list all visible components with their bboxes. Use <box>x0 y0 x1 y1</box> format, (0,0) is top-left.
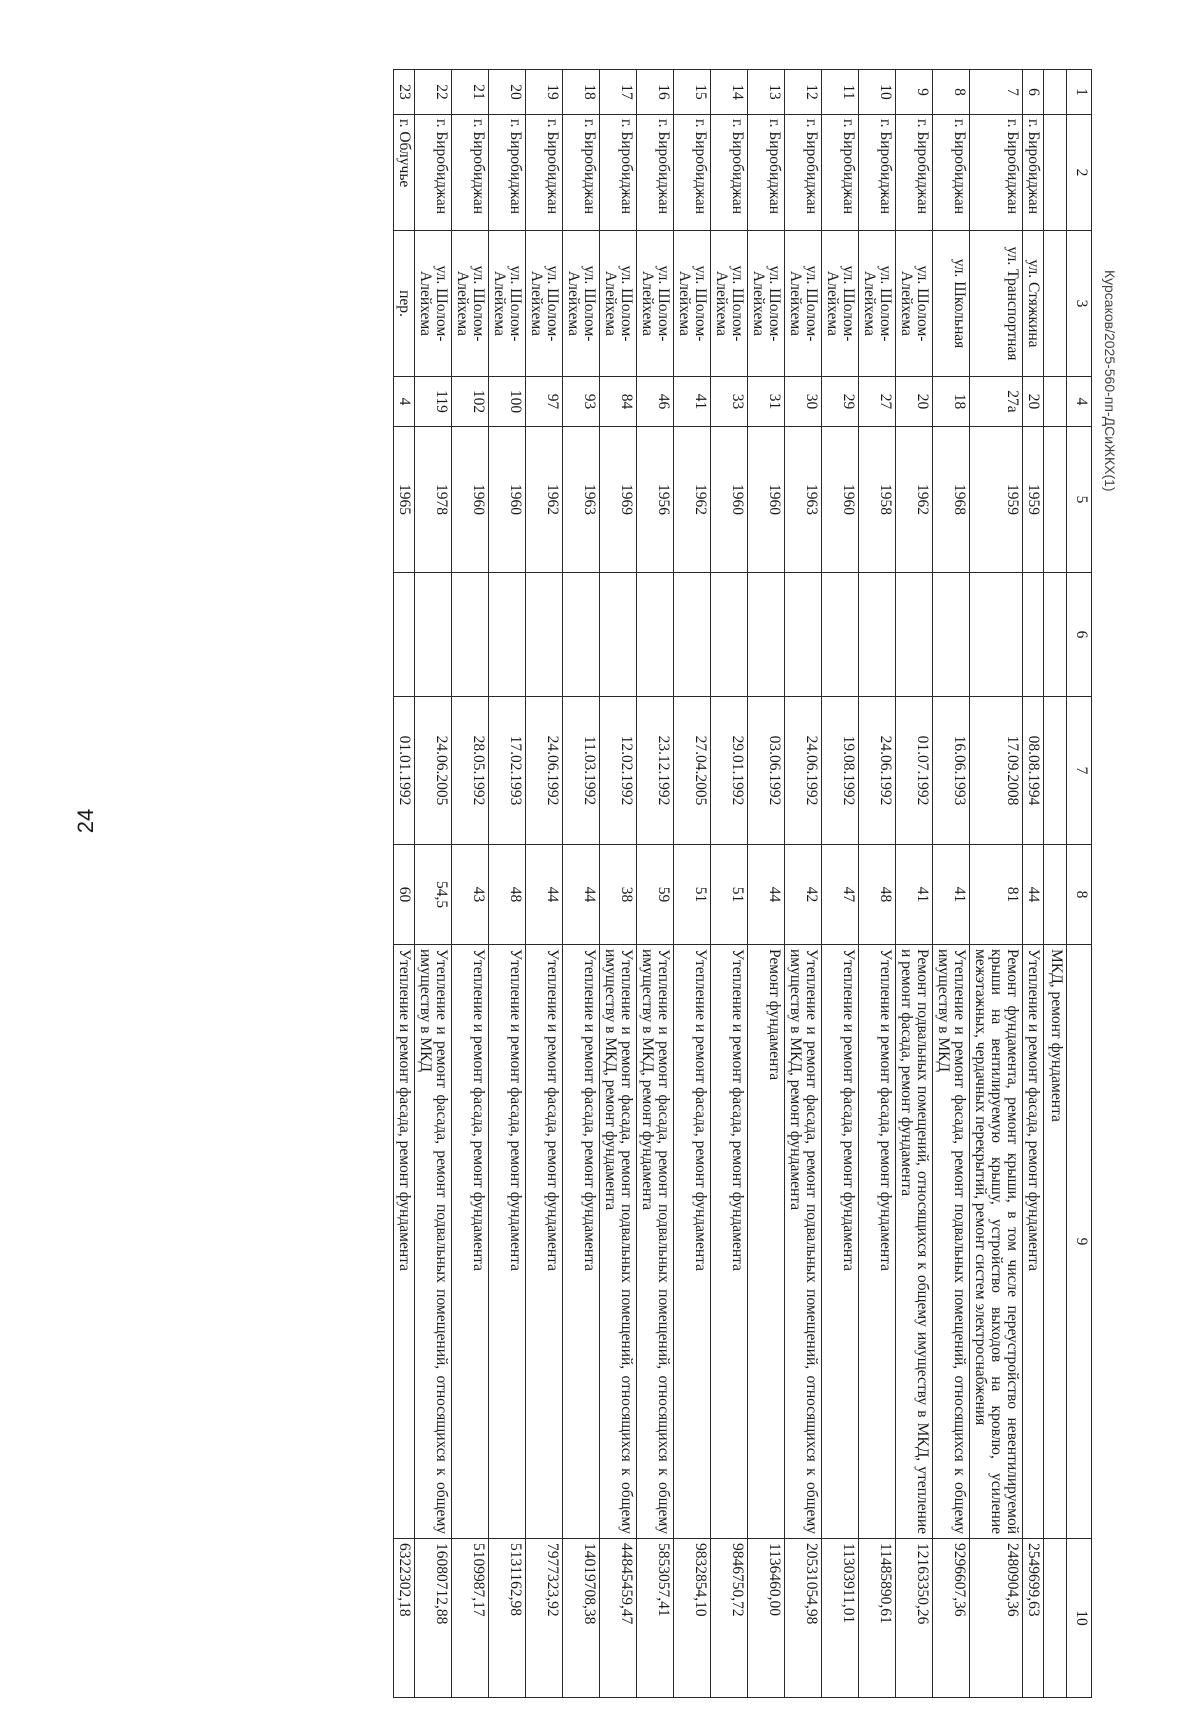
house-number-cell: 100 <box>489 377 526 427</box>
city-cell: г. Биробиджан <box>526 115 563 231</box>
date-cell: 23.12.1992 <box>637 697 674 845</box>
date-cell: 01.07.1992 <box>896 697 933 845</box>
row-number: 14 <box>711 70 748 115</box>
row-number: 18 <box>563 70 600 115</box>
works-description-cell: Утепление и ремонт фасада, ремонт подвальных помещений, относящихся к общему имуществу в МКД, ремонт фундамента <box>600 945 637 1539</box>
continuation-row <box>1044 70 1067 1698</box>
build-year-cell: 1958 <box>859 427 896 573</box>
column-6-cell <box>711 573 748 697</box>
street-cell: ул. Шолом-Алейхема <box>600 231 637 377</box>
date-cell: 27.04.2005 <box>674 697 711 845</box>
works-description-cell: Утепление и ремонт фасада, ремонт фундамента <box>1023 945 1044 1539</box>
works-description-cell: Утепление и ремонт фасада, ремонт фундамента <box>452 945 489 1539</box>
column-header: 5 <box>1067 427 1092 573</box>
column-header: 3 <box>1067 231 1092 377</box>
city-cell: г. Биробиджан <box>933 115 970 231</box>
table-row <box>563 70 600 1698</box>
wear-percent-cell: 44 <box>748 845 785 945</box>
table-row <box>600 70 637 1698</box>
build-year-cell: 1962 <box>526 427 563 573</box>
row-number: 19 <box>526 70 563 115</box>
cost-cell: 2549699,63 <box>1023 1539 1044 1698</box>
column-header: 9 <box>1067 945 1092 1539</box>
wear-percent-cell: 48 <box>489 845 526 945</box>
row-number: 6 <box>1023 70 1044 115</box>
row-number: 15 <box>674 70 711 115</box>
cost-cell: 9296607,36 <box>933 1539 970 1698</box>
build-year-cell: 1965 <box>394 427 415 573</box>
city-cell: г. Биробиджан <box>452 115 489 231</box>
cost-cell: 11485890,61 <box>859 1539 896 1698</box>
works-description-cell: Утепление и ремонт фасада, ремонт фундамента <box>489 945 526 1539</box>
street-cell: ул. Шолом-Алейхема <box>748 231 785 377</box>
city-cell: г. Биробиджан <box>489 115 526 231</box>
wear-percent-cell: 38 <box>600 845 637 945</box>
cost-cell: 16080712,88 <box>415 1539 452 1698</box>
column-header: 7 <box>1067 697 1092 845</box>
date-cell: 17.02.1993 <box>489 697 526 845</box>
house-number-cell: 41 <box>674 377 711 427</box>
date-cell: 03.06.1992 <box>748 697 785 845</box>
wear-percent-cell: 44 <box>526 845 563 945</box>
wear-percent-cell: 47 <box>822 845 859 945</box>
wear-percent-cell: 43 <box>452 845 489 945</box>
column-6-cell <box>637 573 674 697</box>
build-year-cell: 1960 <box>822 427 859 573</box>
street-cell: ул. Стяжкина <box>1023 231 1044 377</box>
table-row <box>674 70 711 1698</box>
street-cell: ул. Школьная <box>933 231 970 377</box>
row-number: 8 <box>933 70 970 115</box>
column-6-cell <box>896 573 933 697</box>
house-number-cell: 93 <box>563 377 600 427</box>
column-number-row <box>1067 70 1092 1698</box>
continuation-text: МКД, ремонт фундамента <box>1044 945 1067 1539</box>
city-cell: г. Биробиджан <box>896 115 933 231</box>
wear-percent-cell: 48 <box>859 845 896 945</box>
build-year-cell: 1978 <box>415 427 452 573</box>
table-row <box>452 70 489 1698</box>
city-cell: г. Биробиджан <box>1023 115 1044 231</box>
date-cell: 29.01.1992 <box>711 697 748 845</box>
build-year-cell: 1963 <box>785 427 822 573</box>
works-description-cell: Утепление и ремонт фасада, ремонт фундамента <box>859 945 896 1539</box>
cost-cell: 6322302,18 <box>394 1539 415 1698</box>
cost-cell: 11303911,01 <box>822 1539 859 1698</box>
wear-percent-cell: 60 <box>394 845 415 945</box>
wear-percent-cell: 51 <box>711 845 748 945</box>
column-6-cell <box>674 573 711 697</box>
build-year-cell: 1959 <box>970 427 1023 573</box>
table-row <box>896 70 933 1698</box>
house-number-cell: 119 <box>415 377 452 427</box>
date-cell: 12.02.1992 <box>600 697 637 845</box>
cost-cell: 20531054,98 <box>785 1539 822 1698</box>
works-description-cell: Ремонт фундамента <box>748 945 785 1539</box>
build-year-cell: 1960 <box>711 427 748 573</box>
street-cell: ул. Шолом-Алейхема <box>489 231 526 377</box>
column-header: 10 <box>1067 1539 1092 1698</box>
house-number-cell: 29 <box>822 377 859 427</box>
document-footer-code: Курсаков/2025-560-пп-ДСиЖКХ(1) <box>1102 270 1118 492</box>
street-cell: пер. <box>394 231 415 377</box>
street-cell: ул. Шолом-Алейхема <box>452 231 489 377</box>
house-number-cell: 97 <box>526 377 563 427</box>
row-number: 23 <box>394 70 415 115</box>
cost-cell: 1136460,00 <box>748 1539 785 1698</box>
rotated-table-container <box>132 69 1092 1697</box>
date-cell: 01.01.1992 <box>394 697 415 845</box>
street-cell: ул. Шолом-Алейхема <box>526 231 563 377</box>
street-cell: ул. Шолом-Алейхема <box>822 231 859 377</box>
street-cell: ул. Шолом-Алейхема <box>859 231 896 377</box>
works-description-cell: Утепление и ремонт фасада, ремонт фундамента <box>711 945 748 1539</box>
cost-cell: 7977323,92 <box>526 1539 563 1698</box>
city-cell: г. Биробиджан <box>711 115 748 231</box>
row-number: 20 <box>489 70 526 115</box>
works-description-cell: Утепление и ремонт фасада, ремонт фундамента <box>822 945 859 1539</box>
date-cell: 17.09.2008 <box>970 697 1023 845</box>
table-row <box>526 70 563 1698</box>
column-header: 2 <box>1067 115 1092 231</box>
row-number: 10 <box>859 70 896 115</box>
row-number: 17 <box>600 70 637 115</box>
column-6-cell <box>822 573 859 697</box>
street-cell: ул. Шолом-Алейхема <box>563 231 600 377</box>
works-description-cell: Утепление и ремонт фасада, ремонт фундамента <box>674 945 711 1539</box>
date-cell: 19.08.1992 <box>822 697 859 845</box>
wear-percent-cell: 51 <box>674 845 711 945</box>
street-cell: ул. Шолом-Алейхема <box>785 231 822 377</box>
cost-cell: 5853057,41 <box>637 1539 674 1698</box>
house-number-cell: 102 <box>452 377 489 427</box>
wear-percent-cell: 41 <box>896 845 933 945</box>
city-cell: г. Биробиджан <box>785 115 822 231</box>
column-6-cell <box>970 573 1023 697</box>
works-description-cell: Утепление и ремонт фасада, ремонт фундамента <box>394 945 415 1539</box>
build-year-cell: 1962 <box>896 427 933 573</box>
house-number-cell: 31 <box>748 377 785 427</box>
row-number: 9 <box>896 70 933 115</box>
wear-percent-cell: 42 <box>785 845 822 945</box>
build-year-cell: 1956 <box>637 427 674 573</box>
wear-percent-cell: 59 <box>637 845 674 945</box>
house-number-cell: 4 <box>394 377 415 427</box>
cost-cell: 44845459,47 <box>600 1539 637 1698</box>
city-cell: г. Биробиджан <box>674 115 711 231</box>
cost-cell: 9832854,10 <box>674 1539 711 1698</box>
column-6-cell <box>489 573 526 697</box>
city-cell: г. Биробиджан <box>637 115 674 231</box>
row-number: 11 <box>822 70 859 115</box>
cost-cell: 14019708,38 <box>563 1539 600 1698</box>
column-6-cell <box>415 573 452 697</box>
column-6-cell <box>600 573 637 697</box>
street-cell: ул. Транспортная <box>970 231 1023 377</box>
wear-percent-cell: 81 <box>970 845 1023 945</box>
table-row <box>489 70 526 1698</box>
column-6-cell <box>933 573 970 697</box>
table-row <box>859 70 896 1698</box>
city-cell: г. Биробиджан <box>415 115 452 231</box>
works-description-cell: Ремонт фундамента, ремонт крыши, в том числе переустройство невентилируемой крыши на вентилируемую крышу, устройство выходов на кровлю, усиление межэтажных, чердачных перекрытий, ремонт систем электроснабжения <box>970 945 1023 1539</box>
city-cell: г. Биробиджан <box>563 115 600 231</box>
build-year-cell: 1968 <box>933 427 970 573</box>
row-number: 22 <box>415 70 452 115</box>
column-6-cell <box>452 573 489 697</box>
house-number-cell: 27а <box>970 377 1023 427</box>
house-number-cell: 20 <box>1023 377 1044 427</box>
build-year-cell: 1959 <box>1023 427 1044 573</box>
street-cell: ул. Шолом-Алейхема <box>637 231 674 377</box>
date-cell: 24.06.2005 <box>415 697 452 845</box>
street-cell: ул. Шолом-Алейхема <box>674 231 711 377</box>
house-number-cell: 84 <box>600 377 637 427</box>
wear-percent-cell: 41 <box>933 845 970 945</box>
city-cell: г. Биробиджан <box>822 115 859 231</box>
column-6-cell <box>394 573 415 697</box>
city-cell: г. Биробиджан <box>748 115 785 231</box>
repair-table <box>393 69 1092 1698</box>
cost-cell: 2480904,36 <box>970 1539 1023 1698</box>
table-row <box>637 70 674 1698</box>
build-year-cell: 1960 <box>748 427 785 573</box>
house-number-cell: 18 <box>933 377 970 427</box>
column-6-cell <box>1023 573 1044 697</box>
row-number: 7 <box>970 70 1023 115</box>
table-row <box>785 70 822 1698</box>
column-6-cell <box>859 573 896 697</box>
street-cell: ул. Шолом-Алейхема <box>711 231 748 377</box>
column-header: 1 <box>1067 70 1092 115</box>
page-number: 24 <box>73 808 98 834</box>
table-row <box>933 70 970 1698</box>
city-cell: г. Биробиджан <box>970 115 1023 231</box>
cost-cell: 5131162,98 <box>489 1539 526 1698</box>
column-6-cell <box>748 573 785 697</box>
build-year-cell: 1960 <box>452 427 489 573</box>
wear-percent-cell: 44 <box>563 845 600 945</box>
table-row <box>822 70 859 1698</box>
date-cell: 08.08.1994 <box>1023 697 1044 845</box>
build-year-cell: 1963 <box>563 427 600 573</box>
house-number-cell: 27 <box>859 377 896 427</box>
house-number-cell: 20 <box>896 377 933 427</box>
works-description-cell: Утепление и ремонт фасада, ремонт фундамента <box>526 945 563 1539</box>
column-header: 8 <box>1067 845 1092 945</box>
house-number-cell: 30 <box>785 377 822 427</box>
table-row <box>394 70 415 1698</box>
works-description-cell: Утепление и ремонт фасада, ремонт подвальных помещений, относящихся к общему имуществу в МКД <box>415 945 452 1539</box>
city-cell: г. Биробиджан <box>859 115 896 231</box>
cost-cell: 9846750,72 <box>711 1539 748 1698</box>
city-cell: г. Облучье <box>394 115 415 231</box>
street-cell: ул. Шолом-Алейхема <box>896 231 933 377</box>
date-cell: 24.06.1992 <box>526 697 563 845</box>
row-number: 21 <box>452 70 489 115</box>
build-year-cell: 1962 <box>674 427 711 573</box>
cost-cell: 12163350,26 <box>896 1539 933 1698</box>
column-6-cell <box>785 573 822 697</box>
street-cell: ул. Шолом-Алейхема <box>415 231 452 377</box>
column-6-cell <box>526 573 563 697</box>
wear-percent-cell: 44 <box>1023 845 1044 945</box>
date-cell: 28.05.1992 <box>452 697 489 845</box>
house-number-cell: 46 <box>637 377 674 427</box>
works-description-cell: Утепление и ремонт фасада, ремонт подвальных помещений, относящихся к общему имуществу в МКД, ремонт фундамента <box>785 945 822 1539</box>
table-row <box>970 70 1023 1698</box>
row-number: 13 <box>748 70 785 115</box>
row-number: 12 <box>785 70 822 115</box>
date-cell: 16.06.1993 <box>933 697 970 845</box>
column-header: 6 <box>1067 573 1092 697</box>
row-number: 16 <box>637 70 674 115</box>
cost-cell: 5109987,17 <box>452 1539 489 1698</box>
build-year-cell: 1969 <box>600 427 637 573</box>
works-description-cell: Утепление и ремонт фасада, ремонт подвальных помещений, относящихся к общему имуществу в МКД <box>933 945 970 1539</box>
wear-percent-cell: 54,5 <box>415 845 452 945</box>
works-description-cell: Утепление и ремонт фасада, ремонт подвальных помещений, относящихся к общему имуществу в МКД, ремонт фундамента <box>637 945 674 1539</box>
table-row <box>748 70 785 1698</box>
build-year-cell: 1960 <box>489 427 526 573</box>
house-number-cell: 33 <box>711 377 748 427</box>
date-cell: 11.03.1992 <box>563 697 600 845</box>
works-description-cell: Ремонт подвальных помещений, относящихся к общему имуществу в МКД, утепление и ремонт фасада, ремонт фундамента <box>896 945 933 1539</box>
table-row <box>1023 70 1044 1698</box>
date-cell: 24.06.1992 <box>785 697 822 845</box>
works-description-cell: Утепление и ремонт фасада, ремонт фундамента <box>563 945 600 1539</box>
table-row <box>415 70 452 1698</box>
column-6-cell <box>563 573 600 697</box>
table-row <box>711 70 748 1698</box>
city-cell: г. Биробиджан <box>600 115 637 231</box>
date-cell: 24.06.1992 <box>859 697 896 845</box>
column-header: 4 <box>1067 377 1092 427</box>
